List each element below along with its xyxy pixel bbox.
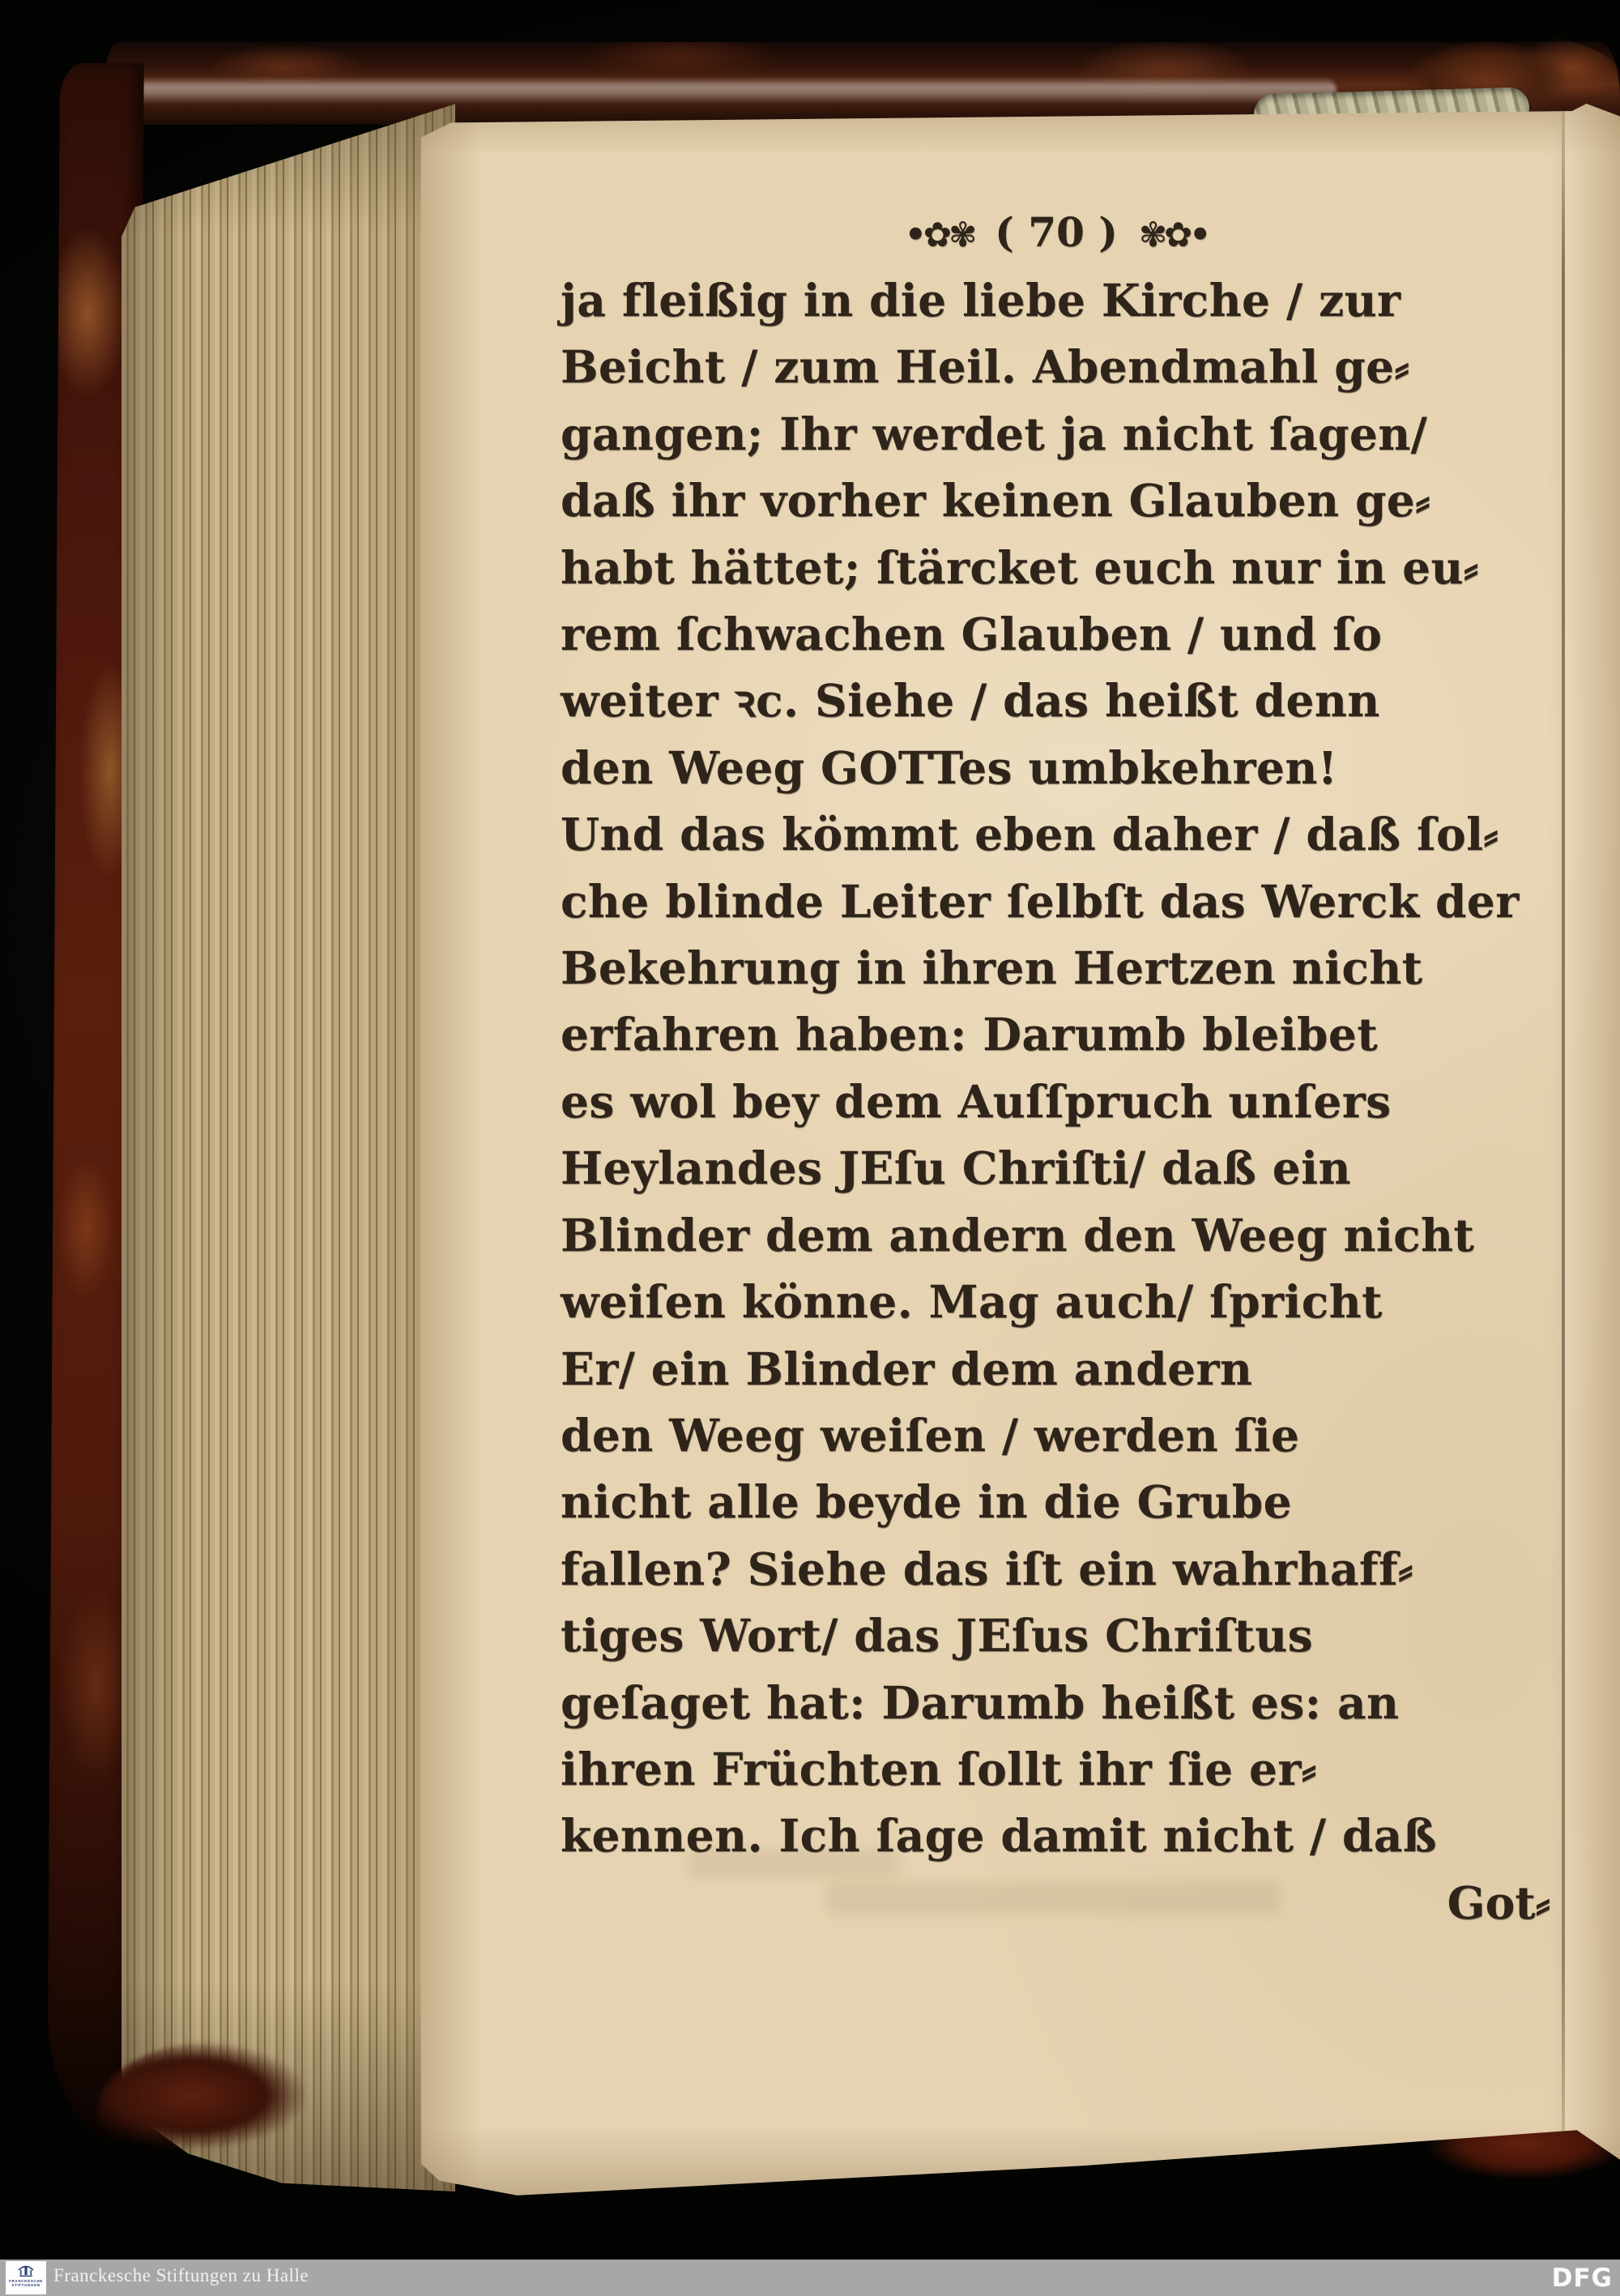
franckesche-emblem-icon <box>17 2263 35 2279</box>
institution-name: Franckesche Stiftungen zu Halle <box>53 2265 309 2285</box>
page-header <box>561 198 1552 267</box>
book-top-edge-sheen <box>122 77 1336 105</box>
text-lines <box>561 267 1552 1870</box>
book-page-fore-edges <box>122 85 455 2191</box>
text-block <box>561 198 1552 1936</box>
text-line: Heylandes JEſu Chriſti/ daß ein <box>561 1142 1351 1195</box>
text-line: Er/ ein Blinder dem andern <box>561 1342 1253 1395</box>
text-line: rem ſchwachen Glauben / und ſo <box>561 608 1383 661</box>
institution-logo <box>6 2261 46 2294</box>
page-right-fold-area <box>1565 104 1620 2210</box>
text-line: weiſen könne. Mag auch/ ſpricht <box>561 1275 1383 1329</box>
text-line: den Weeg GOTTes umbkehren! <box>561 740 1338 794</box>
text-line: tiges Wort/ das JEſus Chriſtus <box>561 1609 1314 1662</box>
catchword: Got⸗ <box>1447 1876 1550 1929</box>
page-crease-line <box>1562 104 1565 2210</box>
logo-text-line2: STIFTUNGEN <box>11 2283 40 2288</box>
text-line: habt hättet; ſtärcket euch nur in eu⸗ <box>561 540 1479 594</box>
text-line: erfahren haben: Darumb bleibet <box>561 1008 1379 1061</box>
text-line: den Weeg weiſen / werden ſie <box>561 1408 1300 1462</box>
text-line: Blinder dem andern den Weeg nicht <box>561 1208 1475 1261</box>
text-line: nicht alle beyde in die Grube <box>561 1475 1292 1529</box>
book-bottom-left-leather <box>97 2042 364 2196</box>
dfg-logo: DFG <box>1551 2264 1613 2293</box>
header-ornament-left-icon: •✿✾ <box>904 215 974 254</box>
logo-text-line1: FRANCKESCHE <box>9 2279 43 2283</box>
text-line: geſaget hat: Darumb heißt es: an <box>561 1675 1400 1729</box>
text-line: Beicht / zum Heil. Abendmahl ge⸗ <box>561 340 1410 394</box>
text-line: es wol bey dem Auſſpruch unſers <box>561 1074 1392 1128</box>
text-line: kennen. Ich ſage damit nicht / daß <box>561 1809 1437 1863</box>
text-line: fallen? Siehe das iſt ein wahrhaff⸗ <box>561 1542 1413 1595</box>
text-line: weiter ꝛc. Siehe / das heißt denn <box>561 674 1380 728</box>
text-line: daß ihr vorher keinen Glauben ge⸗ <box>561 474 1430 527</box>
text-line: Bekehrung in ihren Hertzen nicht <box>561 941 1423 995</box>
text-line: ihren Früchten ſollt ihr ſie er⸗ <box>561 1742 1317 1795</box>
text-line: gangen; Ihr werdet ja nicht ſagen/ <box>561 407 1428 460</box>
text-line: ja fleißig in die liebe Kirche / zur <box>561 274 1401 326</box>
page-number: ( 70 ) <box>995 208 1118 256</box>
text-line: Und das kömmt eben daher / daß ſol⸗ <box>561 808 1499 861</box>
header-ornament-right-icon: ✾✿• <box>1138 215 1209 254</box>
text-line: che blinde Leiter ſelbſt das Werck der <box>561 874 1520 928</box>
